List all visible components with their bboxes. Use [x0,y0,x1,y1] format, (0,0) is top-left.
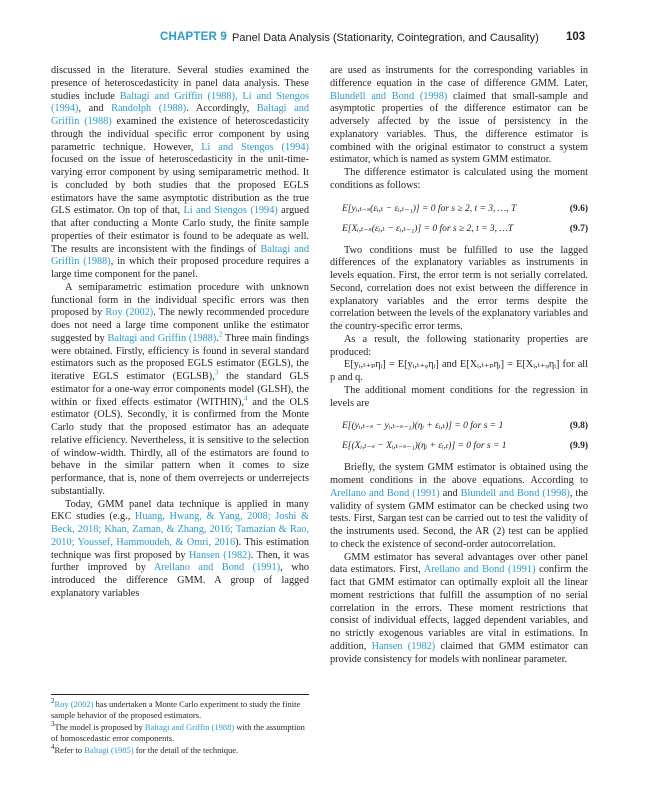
equation-number: (9.9) [569,441,588,452]
page-header [0,31,648,47]
running-title: Panel Data Analysis (Stationarity, Cointegration, and Causality) [232,32,539,44]
paragraph-difference-estimator: The difference estimator is calculated using the moment conditions as follows: [330,167,588,191]
footnote-ref[interactable]: 4 [244,394,248,403]
equation-9-6 [330,199,588,219]
footnote-ref[interactable]: 3 [214,368,219,377]
paragraph-semiparametric: A semiparametric estimation procedure with unknown functional form in the individual specific errors was then proposed by Roy (2002). The newly recommended procedure does not need a large time component unlike the estimator suggested by Baltagi and Griffin (1988).$^2$ Three main findings were obtained. Firstly, efficiency is found in several standard estimators such as the proposed EGLS estimator (EGLS), the iterative EGLS estimator (EGLSB),$^3$ the standard GLS estimator for a one-way error components model (GLSH), the within or fixed effects estimator (WITHIN),$^4$ and the OLS estimator (OLS). Secondly, it is confirmed from the Monte Carlo study that the proposed estimator has an adequate relative efficiency. Nevertheless, it is sensitive to the selection of window-width. Thirdly, all of the estimators are found to behave in the similar pattern when it comes to size performance, that is, none of them overrejects or underrejects substantially. [51,281,310,497]
chapter-label: CHAPTER 9 [160,31,227,43]
page-number: 103 [566,31,586,43]
paragraph-stationarity-formula: E[yᵢ,ₜ₊ₚηᵢ] = E[yᵢ,ₜ₊ᵩηᵢ] and E[Xᵢ,ₜ₊ₚηᵢ] = E[Xᵢ,ₜ₊ᵩηᵢ] for all p and q. [330,359,588,383]
paragraph-system-gmm: Briefly, the system GMM estimator is obtained using the moment conditions in the above equations. According to Arellano and Bond (1991) and Blundell and Bond (1998), the validity of system GMM estimator can be checked using two tests. First, Sargan test can be carried out to test the validity of the instruments used. Second, the AR (2) test can be applied to check the existence of second-order autocorrelation. [330,462,589,550]
citation-link[interactable]: Arellano and Bond (1991) [330,487,440,499]
citation-link[interactable]: Baltagi and Griffin (1988) [107,332,217,344]
citation-link[interactable]: Hansen (1982) [371,640,436,652]
citation-link[interactable]: Blundell and Bond (1998) [330,90,448,102]
citation-link[interactable]: Blundell and Bond (1998) [460,487,570,499]
left-column [51,65,309,601]
paragraph-heteroscedasticity: discussed in the literature. Several studies examined the presence of heteroscedasticity in panel data analysis. These studies include Baltagi and Griffin (1988), Li and Stengos (1994), and Randolph (1988). Accordingly, Baltagi and Griffin (1988) examined the existence of heteroscedasticity through the individual specific error component by using parametric technique. However, Li and Stengos (1994) focused on the issue of heteroscedasticity in the unit-time-varying error component by using semiparametric method. It is concluded by both studies that the proposed EGLS estimators have the same asymptotic distribution as the true GLS estimator. On top of that, Li and Stengos (1994) argued that after conducting a Monte Carlo study, the finite sample properties of their estimator is found to be adequate as well. The results are inconsistent with the findings of Baltagi and Griffin (1988), in which their proposed procedure requires a large time component for the panel. [51,65,310,280]
equation-body: E[(yᵢ,ₜ₋ₛ − yᵢ,ₜ₋ₛ₋₁)(ηᵢ + εᵢ,ₜ)] = 0 for s = 1 [342,421,504,432]
equation-body: E[(Xᵢ,ₜ₋ₛ − Xᵢ,ₜ₋ₛ₋₁)(ηᵢ + εᵢ,ₜ)] = 0 for s = 1 [342,441,507,452]
footnote-4: $^4$Refer to Baltagi (1985) for the detail of the technique. [51,742,239,755]
citation-link[interactable]: Li and Stengos (1994) [183,205,278,217]
paragraph-additional-moments: The additional moment conditions for the regression in levels are [330,384,588,409]
citation-link[interactable]: Arellano and Bond (1991) [423,564,536,576]
citation-link[interactable]: Baltagi and Griffin (1988), Li and Stengos (1994) [51,90,309,115]
paragraph-gmm-advantages: GMM estimator has several advantages over other panel data estimators. First, Arellano and Bond (1991) confirm the fact that GMM estimator can optimally exploit all the linear moment restrictions that fulfill the assumption of no serial correlation in the errors. These moment restrictions that consist of individual effects, lagged dependent variables, and no strictly exogenous variables are vital in estimations. In addition, Hansen (1982) claimed that GMM estimator can provide consistency for models with nonlinear parameter. [330,551,588,665]
equation-9-7 [330,219,588,239]
equation-9-8 [330,416,588,436]
footnotes [51,694,309,756]
citation-link[interactable]: Roy (2002) [105,307,154,319]
citation-link[interactable]: Randolph (1988) [111,103,187,115]
citation-link[interactable]: Roy (2002) [54,699,94,709]
citation-link[interactable]: Huang, Hwang, & Yang, 2008; Joshi & Beck, 2018; Khan, Zaman, & Zhang, 2016; Tamazian & Rao, 2010; Youssef, Hammoudeh, & Omri, 2016 [51,511,309,548]
citation-link[interactable]: Arellano and Bond (1991) [153,562,281,574]
paragraph-two-conditions: Two conditions must be fulfilled to use the lagged differences of the explanatory variables as instruments in levels equation. First, the error term is not serially correlated. Second, correlation does not exist between the difference in explanatory variables and the error terms despite the correlation between the levels of the explanatory variables and the country-specific error terms. [330,244,588,332]
equation-number: (9.6) [569,203,588,214]
footnote-3: $^3$The model is proposed by Baltagi and Griffin (1988) with the assumption of homoscedastic error components. [51,719,305,744]
equation-9-9 [330,436,588,456]
paragraph-instruments: are used as instruments for the corresponding variables in difference equation in the case of difference GMM. Later, Blundell and Bond (1998) claimed that small-sample and asymptotic properties of the difference estimator can be adversely affected by the issue of persistency in the explanatory variables. Thus, the difference estimator is combined with the original estimator to construct a system estimator, which is named as system GMM estimator. [330,65,588,166]
paragraph-stationarity: As a result, the following stationarity properties are produced: [330,333,588,358]
right-column [330,65,588,666]
equation-body: E[yᵢ,ₜ₋ₛ(εᵢ,ₜ − εᵢ,ₜ₋₁)] = 0 for s ≥ 2, t = 3, …, T [342,203,517,214]
footnote-2: $^2$Roy (2002) has undertaken a Monte Carlo experiment to study the finite sample behavior of the proposed estimators. [51,697,301,721]
paragraph-gmm-today: Today, GMM panel data technique is applied in many EKC studies (e.g., Huang, Hwang, & Yang, 2008; Joshi & Beck, 2018; Khan, Zaman, & Zhang, 2016; Tamazian & Rao, 2010; Youssef, Hammoudeh, & Omri, 2016). This estimation technique was first proposed by Hansen (1982). Then, it was further improved by Arellano and Bond (1991), who introduced the difference GMM. A group of lagged explanatory variables [51,498,309,599]
citation-link[interactable]: Li and Stengos (1994) [201,141,309,153]
citation-link[interactable]: Baltagi and Griffin (1988) [144,721,235,732]
equation-body: E[Xᵢ,ₜ₋ₛ(εᵢ,ₜ − εᵢ,ₜ₋₁)] = 0 for s ≥ 2, t = 3, …T [342,223,514,234]
footnote-ref[interactable]: 2 [218,330,223,339]
citation-link[interactable]: Baltagi and Griffin (1988) [51,103,310,127]
citation-link[interactable]: Baltagi and Griffin (1988) [51,243,309,268]
citation-link[interactable]: Hansen (1982) [188,549,251,561]
equation-number: (9.7) [569,223,588,234]
citation-link[interactable]: Baltagi (1985) [84,744,134,755]
equation-number: (9.8) [569,421,588,432]
